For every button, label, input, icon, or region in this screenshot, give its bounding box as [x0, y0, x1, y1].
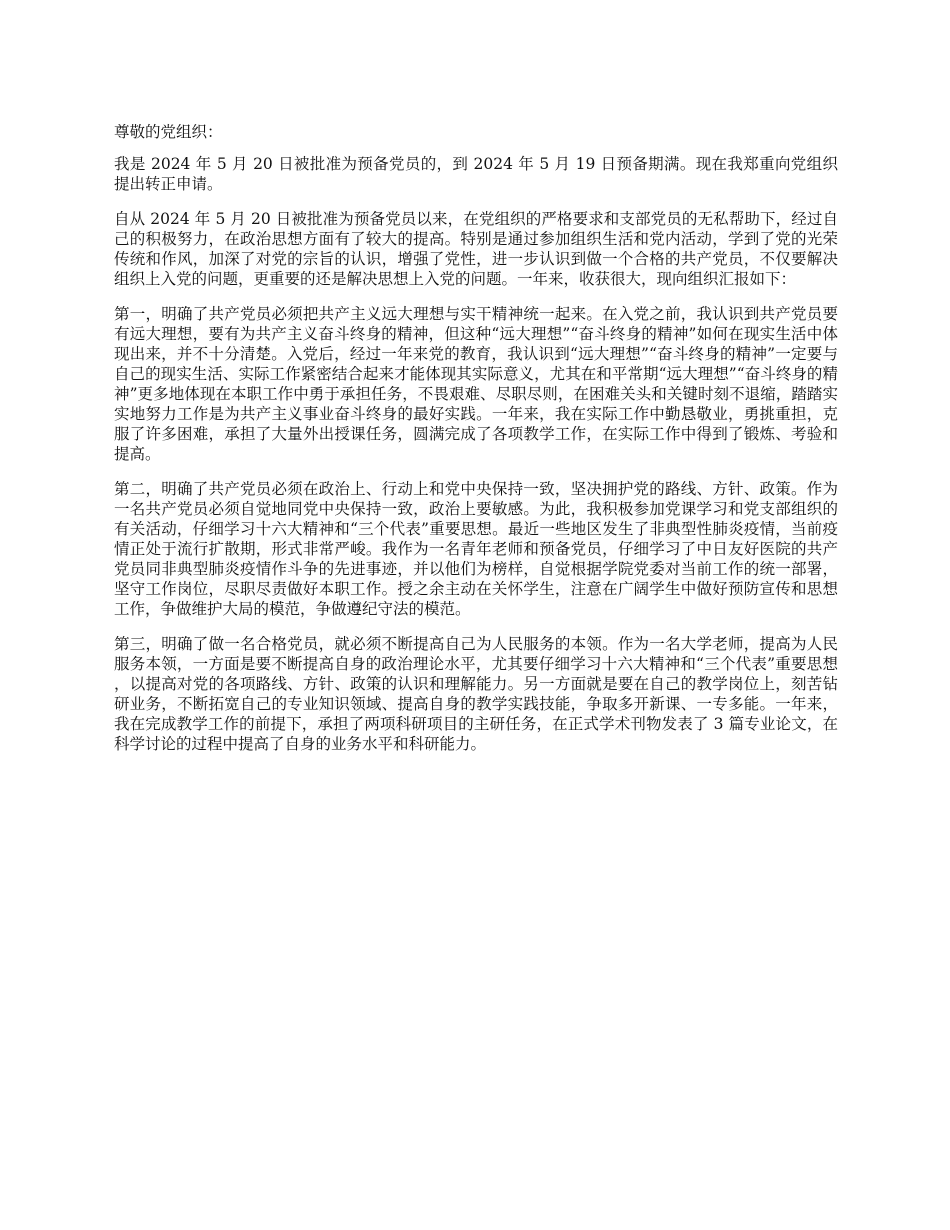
paragraph-introduction: 自从 2024 年 5 月 20 日被批准为预备党员以来，在党组织的严格要求和支部党员的无私帮助下，经过自己的积极努力，在政治思想方面有了较大的提高。特别是通过参加组织生活和党内活动，学到了党的光荣传统和作风，加深了对党的宗旨的认识，增强了党性，进一步认识到做一个合格的共产党员，不仅要解决组织上入党的问题，更重要的还是解决思想上入党的问题。一年来，收获很大，现向组织汇报如下： [114, 210, 838, 288]
paragraph-point-three: 第三，明确了做一名合格党员，就必须不断提高自己为人民服务的本领。作为一名大学老师，提高为人民服务本领，一方面是要不断提高自身的政治理论水平，尤其要仔细学习十六大精神和“三个代表”重要思想，以提高对党的各项路线、方针、政策的认识和理解能力。另一方面就是要在自己的教学岗位上，刻苦钻研业务，不断拓宽自己的专业知识领域、提高自身的教学实践技能，争取多开新课、一专多能。一年来，我在完成教学工作的前提下，承担了两项科研项目的主研任务，在正式学术刊物发表了 3 篇专业论文，在科学讨论的过程中提高了自身的业务水平和科研能力。 [114, 635, 838, 753]
paragraph-application: 我是 2024 年 5 月 20 日被批准为预备党员的，到 2024 年 5 月 19 日预备期满。现在我郑重向党组织提出转正申请。 [114, 155, 838, 193]
greeting: 尊敬的党组织： [114, 123, 223, 141]
document-body [114, 122, 838, 769]
paragraph-point-two: 第二，明确了共产党员必须在政治上、行动上和党中央保持一致，坚决拥护党的路线、方针、政策。作为一名共产党员必须自觉地同党中央保持一致，政治上要敏感。为此，我积极参加党课学习和党支部组织的有关活动，仔细学习十六大精神和“三个代表”重要思想。最近一些地区发生了非典型性肺炎疫情，当前疫情正处于流行扩散期，形式非常严峻。我作为一名青年老师和预备党员，仔细学习了中日友好医院的共产党员同非典型肺炎疫情作斗争的先进事迹，并以他们为榜样，自觉根据学院党委对当前工作的统一部署，坚守工作岗位，尽职尽责做好本职工作。授之余主动在关怀学生，注意在广阔学生中做好预防宣传和思想工作，争做维护大局的模范，争做遵纪守法的模范。 [114, 480, 838, 618]
paragraph-point-one: 第一，明确了共产党员必须把共产主义远大理想与实干精神统一起来。在入党之前，我认识到共产党员要有远大理想，要有为共产主义奋斗终身的精神，但这种“远大理想”“奋斗终身的精神”如何在现实生活中体现出来，并不十分清楚。入党后，经过一年来党的教育，我认识到“远大理想”“奋斗终身的精神”一定要与自己的现实生活、实际工作紧密结合起来才能体现其实际意义，尤其在和平常期“远大理想”“奋斗终身的精神”更多地体现在本职工作中勇于承担任务，不畏艰难、尽职尽则，在困难关头和关键时刻不退缩，踏踏实实地努力工作是为共产主义事业奋斗终身的最好实践。一年来，我在实际工作中勤恳敬业，勇挑重担，克服了许多困难，承担了大量外出授课任务，圆满完成了各项教学工作，在实际工作中得到了锻炼、考验和提高。 [114, 305, 838, 463]
